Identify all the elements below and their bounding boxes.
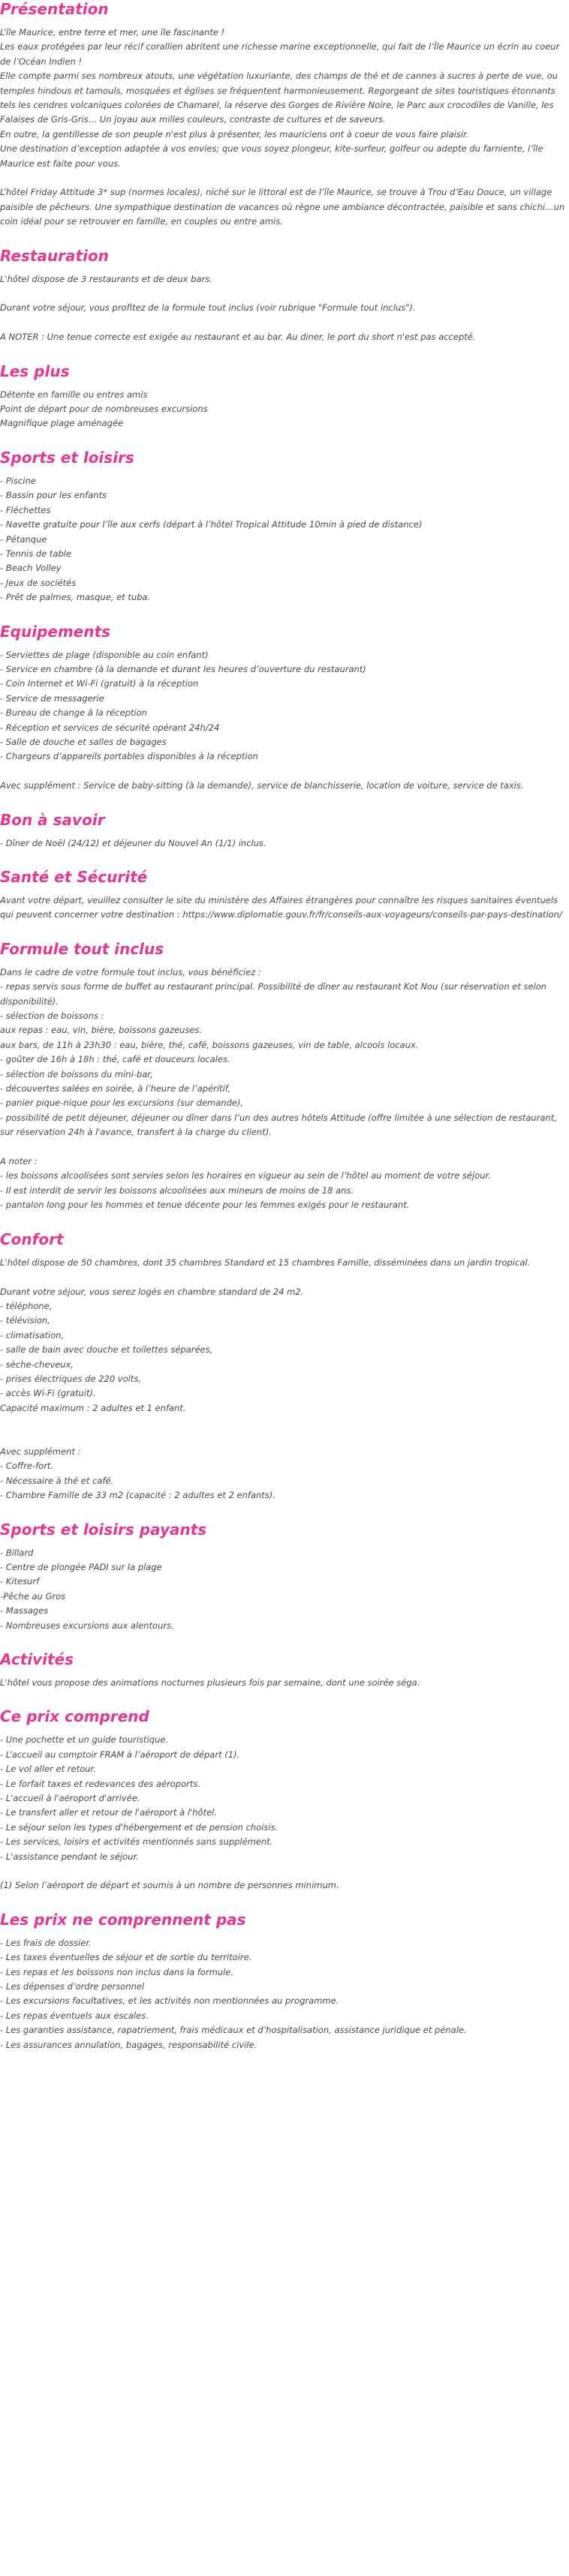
- section-spacer: [0, 794, 567, 811]
- text-line: Durant votre séjour, vous profitez de la formule tout inclus (voir rubrique "Formule tout inclus").: [0, 302, 416, 314]
- text-line: - repas servis sous forme de buffet au restaurant principal. Possibilité de dîner au restaurant Kot Nou (sur réservation et selon disponibilité).: [0, 981, 547, 1007]
- text-line: L’hôtel Friday Attitude 3* sup (normes locales), niché sur le littoral est de l’île Maurice, se trouve à Trou d’Eau Douce, un village paisible de pêcheurs. Une sympathique destination de vacances où règne une ambiance décontractée, paisible et sans chichi…un coin idéal pour se retrouver en famille, en couples ou entre amis.: [0, 187, 565, 227]
- text-line: - panier pique-nique pour les excursions (sur demande),: [0, 1097, 244, 1109]
- section-spacer: [0, 1503, 567, 1521]
- text-line: - accès Wi-Fi (gratuit).: [0, 1388, 96, 1399]
- text-line: - découvertes salées en soirée, à l’heure de l’apéritif,: [0, 1083, 231, 1094]
- section-title: Les plus: [0, 362, 70, 380]
- blank-line: [0, 1140, 567, 1154]
- text-line: - Centre de plongée PADI sur la plage: [0, 1561, 162, 1572]
- text-line: - possibilité de petit déjeuner, déjeuner ou dîner dans l’un des autres hôtels Attitude (offre limitée à une sélection de restaurant, sur réservation 24h à l'avance, transfert à la charge du client).: [0, 1112, 557, 1138]
- blank-line: [0, 1270, 567, 1284]
- text-line: - Les repas et les boissons non inclus dans la formule.: [0, 1966, 233, 1977]
- text-line: - Nombreuses excursions aux alentours.: [0, 1620, 174, 1631]
- text-line: - Les dépenses d’ordre personnel: [0, 1981, 145, 1992]
- section-body: [0, 648, 567, 794]
- section-sante-et-securite: [0, 868, 567, 940]
- text-line: - Massages: [0, 1605, 49, 1617]
- section-presentation: [0, 0, 567, 247]
- section-bon-a-savoir: [0, 811, 567, 868]
- section-spacer: [0, 1690, 567, 1707]
- text-line: - Serviettes de plage (disponible au coin enfant): [0, 649, 209, 660]
- text-line: - Beach Volley: [0, 563, 62, 574]
- section-title: Santé et Sécurité: [0, 868, 148, 886]
- text-line: - les boissons alcoolisées sont servies selon les horaires en vigueur au sein de l’hôtel au moment de votre séjour.: [0, 1170, 491, 1181]
- section-sports-et-loisirs: [0, 449, 567, 623]
- text-line: - Service en chambre (à la demande et durant les heures d’ouverture du restaurant): [0, 663, 366, 674]
- section-title: Ce prix comprend: [0, 1707, 149, 1726]
- text-line: Avec supplément : Service de baby-sitting (à la demande), service de blanchisserie, location de voiture, service de taxis.: [0, 780, 524, 791]
- section-spacer: [0, 230, 567, 247]
- text-line: - Les services, loisirs et activités mentionnés sans supplément.: [0, 1836, 273, 1848]
- text-line: Elle compte parmi ses nombreux atouts, une végétation luxuriante, des champs de thé et de cannes à sucres à perte de vue, ou temples hindous et tamouls, mosquées et églises se fréquentent harmonieusement. Regorgeant de sites touristiques étonnants tels les cendres volcaniques colorées de Chamarel, la réserve des Gorges de Rivière Noire, le Parc aux crocodiles de Vanille, les Falaises de Gris-Gris… Un joyau aux milles couleurs, contraste de cultures et de saveurs.: [0, 71, 558, 125]
- section-body: [0, 1546, 567, 1633]
- text-line: Une destination d’exception adaptée à vos envies; que vous soyez plongeur, kite-surfeur, golfeur ou adepte du farniente, l’île Maurice est faite pour vous.: [0, 143, 543, 169]
- text-line: L'hôtel dispose de 50 chambres, dont 35 chambres Standard et 15 chambres Famille, disséminées dans un jardin tropical.: [0, 1256, 531, 1268]
- text-line: - L'accueil à l'aéroport d'arrivée.: [0, 1793, 140, 1804]
- text-line: A noter :: [0, 1156, 38, 1167]
- section-title: Restauration: [0, 246, 109, 265]
- section-les-prix-ne-comprennent-pas: [0, 1911, 567, 2052]
- text-line: - goûter de 16h à 18h : thé, café et douceurs locales.: [0, 1054, 230, 1065]
- blank-line: [0, 287, 567, 301]
- text-line: Durant votre séjour, vous serez logés en chambre standard de 24 m2.: [0, 1286, 304, 1297]
- section-body: [0, 1256, 567, 1503]
- text-line: Capacité maximum : 2 adultes et 1 enfant.: [0, 1402, 186, 1413]
- text-line: - Le transfert aller et retour de l'aéroport à l'hôtel.: [0, 1807, 217, 1818]
- text-line: - Dîner de Noël (24/12) et déjeuner du Nouvel An (1/1) inclus.: [0, 837, 266, 848]
- text-line: L'hôtel dispose de 3 restaurants et de deux bars.: [0, 273, 212, 284]
- text-line: - Piscine: [0, 475, 36, 486]
- section-title: Les prix ne comprennent pas: [0, 1910, 246, 1929]
- text-line: - téléphone,: [0, 1300, 53, 1311]
- text-line: - prises électriques de 220 volts,: [0, 1373, 141, 1384]
- section-formule-tout-inclus: [0, 940, 567, 1230]
- section-title: Formule tout inclus: [0, 939, 164, 958]
- section-title: Equipements: [0, 622, 111, 641]
- section-activites: [0, 1650, 567, 1707]
- text-line: - Bureau de change à la réception: [0, 707, 147, 719]
- section-title: Confort: [0, 1229, 64, 1248]
- blank-line: [0, 764, 567, 779]
- text-line: - Pétanque: [0, 533, 47, 545]
- text-line: Point de départ pour de nombreuses excursions: [0, 404, 208, 415]
- section-confort: [0, 1230, 567, 1521]
- text-line: aux bars, de 11h à 23h30 : eau, bière, thé, café, boissons gazeuses, vin de table, alcools locaux.: [0, 1039, 419, 1050]
- text-line: - sélection de boissons du mini-bar,: [0, 1068, 153, 1079]
- blank-line: [0, 316, 567, 330]
- text-line: En outre, la gentillesse de son peuple n'est plus à présenter, les mauriciens ont à coeur de vous faire plaisir.: [0, 128, 469, 140]
- text-line: - Réception et services de sécurité opérant 24h/24: [0, 722, 220, 733]
- section-title: Bon à savoir: [0, 810, 105, 829]
- section-body: [0, 836, 567, 851]
- text-line: Les eaux protégées par leur récif corallien abritent une richesse marine exceptionnelle, qui fait de l’Île Maurice un écrin au coeur de l’Océan Indien !: [0, 41, 560, 67]
- text-line: - Nécessaire à thé et café.: [0, 1475, 114, 1486]
- text-line: - salle de bain avec douche et toilettes séparées,: [0, 1344, 213, 1356]
- text-line: - Les repas éventuels aux escales.: [0, 2010, 149, 2021]
- section-body: [0, 1936, 567, 2052]
- text-line: - Les frais de dossier.: [0, 1937, 92, 1948]
- section-spacer: [0, 1633, 567, 1650]
- text-line: - Le vol aller et retour.: [0, 1764, 96, 1775]
- text-line: - Billard: [0, 1547, 34, 1558]
- section-spacer: [0, 1893, 567, 1911]
- text-line: L'hôtel vous propose des animations nocturnes plusieurs fois par semaine, dont une soirée séga.: [0, 1677, 420, 1688]
- blank-line: [0, 171, 567, 185]
- text-line: - Kitesurf: [0, 1576, 40, 1587]
- text-line: Détente en famille ou entres amis: [0, 389, 148, 400]
- text-line: Avec supplément :: [0, 1446, 81, 1457]
- text-line: - Le séjour selon les types d'hébergement et de pension choisis.: [0, 1821, 278, 1833]
- text-line: - Les assurances annulation, bagages, responsabilité civile.: [0, 2039, 257, 2050]
- section-title: Présentation: [0, 0, 109, 18]
- text-line: (1) Selon l’aéroport de départ et soumis à un nombre de personnes minimum.: [0, 1880, 339, 1891]
- text-line: - Tennis de table: [0, 548, 72, 559]
- text-line: Avant votre départ, veuillez consulter le site du ministère des Affaires étrangères pour connaître les risques sanitaires éventuels qui peuvent concerner votre destination : https://www.diplomatie.gouv.fr/fr/conseils-aux-voyageurs/conseils-par-pays-destination/: [0, 895, 562, 920]
- blank-line: [0, 1431, 567, 1445]
- text-line: - pantalon long pour les hommes et tenue décente pour les femmes exigés pour le restaurant.: [0, 1199, 410, 1211]
- text-line: - Le forfait taxes et redevances des aéroports.: [0, 1778, 201, 1789]
- text-line: - sèche-cheveux,: [0, 1359, 74, 1370]
- text-line: - Chargeurs d’appareils portables disponibles à la réception: [0, 751, 258, 762]
- section-spacer: [0, 431, 567, 449]
- text-line: - Les garanties assistance, rapatriement, frais médicaux et d’hospitalisation, assistance juridique et pénale.: [0, 2025, 467, 2036]
- text-line: -Pêche au Gros: [0, 1590, 66, 1602]
- text-line: - Coffre-fort.: [0, 1461, 54, 1472]
- section-spacer: [0, 1213, 567, 1230]
- text-line: A NOTER : Une tenue correcte est exigée au restaurant et au bar. Au diner, le port du short n'est pas accepté.: [0, 332, 476, 343]
- text-line: L’île Maurice, entre terre et mer, une île fascinante !: [0, 27, 225, 38]
- text-line: - Fléchettes: [0, 504, 51, 515]
- text-line: - climatisation,: [0, 1329, 65, 1341]
- text-line: - Chambre Famille de 33 m2 (capacité : 2 adultes et 2 enfants).: [0, 1490, 275, 1501]
- section-restauration: [0, 247, 567, 362]
- section-spacer: [0, 345, 567, 362]
- text-line: - télévision,: [0, 1315, 50, 1326]
- text-line: Dans le cadre de votre formule tout inclus, vous bénéficiez :: [0, 966, 261, 977]
- text-line: - Prêt de palmes, masque, et tuba.: [0, 592, 151, 603]
- section-body: [0, 965, 567, 1213]
- section-les-plus: [0, 362, 567, 449]
- text-line: - Les taxes éventuelles de séjour et de sortie du territoire.: [0, 1952, 252, 1963]
- text-line: aux repas : eau, vin, bière, boissons gazeuses.: [0, 1025, 203, 1036]
- section-spacer: [0, 605, 567, 623]
- text-line: Magnifique plage aménagée: [0, 418, 124, 429]
- blank-line: [0, 1416, 567, 1430]
- text-line: - Une pochette et un guide touristique.: [0, 1734, 169, 1746]
- text-line: - Coin Internet et Wi-Fi (gratuit) à la réception: [0, 678, 199, 689]
- section-body: [0, 1733, 567, 1893]
- section-title: Activités: [0, 1650, 74, 1668]
- text-line: - Navette gratuite pour l’île aux cerfs (départ à l’hôtel Tropical Attitude 10min à pied de distance): [0, 519, 423, 530]
- text-line: - Jeux de sociétés: [0, 577, 77, 588]
- section-sports-et-loisirs-payants: [0, 1521, 567, 1650]
- text-line: - Bassin pour les enfants: [0, 490, 107, 501]
- section-spacer: [0, 851, 567, 868]
- text-line: - Service de messagerie: [0, 692, 104, 704]
- text-line: - Salle de douche et salles de bagages: [0, 736, 167, 747]
- section-body: [0, 272, 567, 345]
- section-body: [0, 474, 567, 605]
- text-line: - L'assistance pendant le séjour.: [0, 1851, 139, 1862]
- section-equipements: [0, 623, 567, 811]
- text-line: - Il est interdit de servir les boissons alcoolisées aux mineurs de moins de 18 ans.: [0, 1184, 354, 1196]
- section-title: Sports et loisirs payants: [0, 1520, 207, 1539]
- section-body: [0, 26, 567, 230]
- text-line: - sélection de boissons :: [0, 1010, 104, 1022]
- text-line: - Les excursions facultatives, et les activités non mentionnées au programme.: [0, 1995, 339, 2007]
- section-body: [0, 388, 567, 431]
- section-ce-prix-comprend: [0, 1707, 567, 1910]
- section-body: [0, 893, 567, 923]
- text-line: - L’accueil au comptoir FRAM à l’aéroport de départ (1).: [0, 1749, 240, 1760]
- section-spacer: [0, 923, 567, 940]
- blank-line: [0, 1864, 567, 1878]
- section-body: [0, 1676, 567, 1690]
- section-title: Sports et loisirs: [0, 448, 134, 467]
